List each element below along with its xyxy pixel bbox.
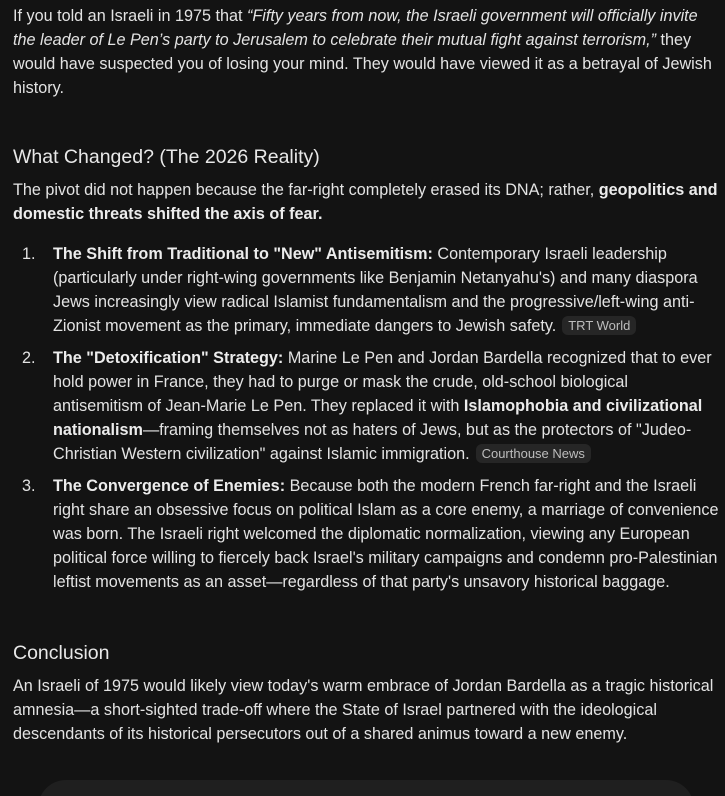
intro-quote: “Fifty years from now, the Israeli government will officially invite the leader of Le Pen’s party to Jerusalem to celebrate their mutual fight against terrorism,” bbox=[13, 7, 698, 49]
section-heading-what-changed: What Changed? (The 2026 Reality) bbox=[13, 146, 320, 168]
section-lead-paragraph bbox=[13, 178, 719, 226]
list-item-text: Contemporary Israeli leadership (particularly under right-wing governments like Benjamin Netanyahu's) and many diaspora Jews increasingly view radical Islamist fundamentalism and the progressive/left-wing anti-Zionist movement as the primary, immediate dangers to Jewish safety. bbox=[53, 245, 698, 335]
prompt-input-bar[interactable] bbox=[38, 780, 694, 796]
list-item bbox=[13, 346, 719, 466]
conclusion-paragraph: An Israeli of 1975 would likely view today's warm embrace of Jordan Bardella as a tragic historical amnesia—a short-sighted trade-off where the State of Israel partnered with the ideological descendants of its historical persecutors out of a shared animus toward a new enemy. bbox=[13, 677, 714, 743]
list-item-text: Marine Le Pen and Jordan Bardella recognized that to ever hold power in France, they had to purge or mask the crude, old-school biological antisemitism of Jean-Marie Le Pen. They replaced it with bbox=[53, 349, 712, 415]
list-number: 1. bbox=[22, 245, 36, 263]
intro-text-start: If you told an Israeli in 1975 that bbox=[13, 7, 247, 25]
numbered-list bbox=[13, 242, 719, 594]
list-item-title: The Convergence of Enemies: bbox=[53, 477, 286, 495]
source-chip-trt-world[interactable]: TRT World bbox=[562, 316, 636, 335]
lead-text: The pivot did not happen because the far-right completely erased its DNA; rather, bbox=[13, 181, 599, 199]
list-item-bold-phrase: Islamophobia and civilizational nationalism bbox=[53, 397, 703, 439]
list-number: 3. bbox=[22, 477, 36, 495]
list-item-title: The "Detoxification" Strategy: bbox=[53, 349, 284, 367]
source-chip-courthouse-news[interactable]: Courthouse News bbox=[476, 444, 591, 463]
list-number: 2. bbox=[22, 349, 36, 367]
list-item-text-continued: —framing themselves not as haters of Jews, but as the protectors of "Judeo-Christian Western civilization" against Islamic immigration. bbox=[53, 421, 692, 463]
list-item bbox=[13, 474, 719, 594]
intro-paragraph bbox=[13, 4, 719, 100]
list-item-text: Because both the modern French far-right and the Israeli right share an obsessive focus on political Islam as a core enemy, a marriage of convenience was born. The Israeli right welcomed the diplomatic normalization, viewing any European political force willing to fiercely back Israel's military campaigns and condemn pro-Palestinian leftist movements as an asset—regardless of that party's unsavory historical baggage. bbox=[53, 477, 719, 591]
section-heading-conclusion: Conclusion bbox=[13, 642, 110, 664]
intro-text-end: they would have suspected you of losing your mind. They would have viewed it as a betrayal of Jewish history. bbox=[13, 31, 712, 97]
list-item bbox=[13, 242, 719, 338]
response-content bbox=[13, 4, 719, 746]
lead-bold-text: geopolitics and domestic threats shifted the axis of fear. bbox=[13, 181, 718, 223]
list-item-title: The Shift from Traditional to "New" Antisemitism: bbox=[53, 245, 433, 263]
